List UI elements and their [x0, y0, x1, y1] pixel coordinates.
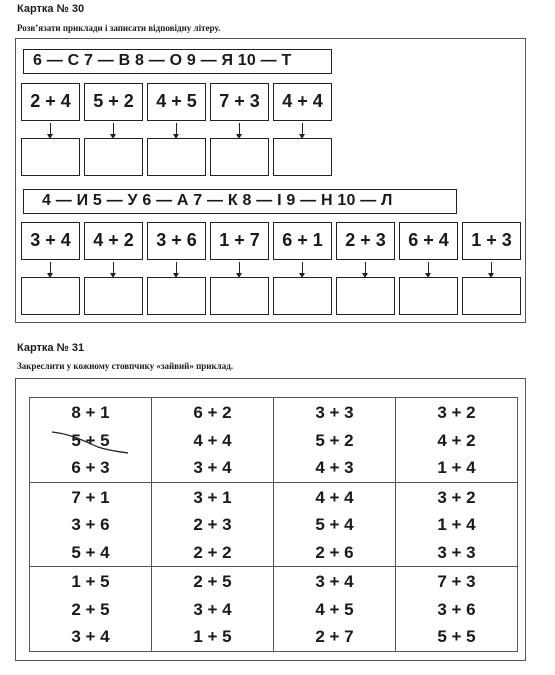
arrow-down-icon	[239, 262, 240, 274]
example-line[interactable]: 2 + 3	[193, 515, 232, 534]
table-row	[30, 398, 518, 483]
example-box: 3 + 6	[147, 222, 206, 260]
example-box: 5 + 2	[84, 83, 143, 121]
answer-box[interactable]	[210, 138, 269, 176]
letter-key-2: 4 — И 5 — У 6 — А 7 — К 8 — І 9 — Н 10 — Л	[23, 189, 457, 214]
example-line[interactable]: 5 + 5	[437, 627, 476, 646]
arrow-down-icon	[428, 262, 429, 274]
example-box: 6 + 1	[273, 222, 332, 260]
example-line[interactable]: 1 + 5	[71, 572, 110, 591]
card-30-task: Розв’язати приклади і записати відповідну літеру.	[17, 23, 221, 33]
table-cell	[396, 567, 518, 652]
table-cell	[396, 398, 518, 483]
example-line[interactable]: 7 + 1	[71, 487, 110, 507]
example-line[interactable]: 3 + 4	[71, 627, 110, 646]
table-cell	[152, 398, 274, 483]
example-line[interactable]: 2 + 6	[315, 542, 354, 562]
example-line[interactable]: 7 + 3	[437, 572, 476, 591]
table-cell	[274, 482, 396, 567]
answer-box[interactable]	[84, 277, 143, 315]
strike-through-mark	[50, 427, 130, 455]
arrow-down-icon	[113, 262, 114, 274]
examples-table	[29, 397, 518, 652]
example-line[interactable]: 2 + 7	[315, 627, 354, 646]
example-line[interactable]: 4 + 3	[315, 458, 354, 477]
answer-box[interactable]	[147, 138, 206, 176]
answer-box[interactable]	[462, 277, 521, 315]
arrow-down-icon	[365, 262, 366, 274]
example-line[interactable]: 3 + 4	[193, 599, 232, 619]
example-line[interactable]: 2 + 5	[193, 572, 232, 591]
example-line[interactable]: 1 + 4	[437, 458, 476, 477]
example-box: 1 + 3	[462, 222, 521, 260]
example-line[interactable]: 4 + 2	[437, 430, 476, 450]
table-cell	[152, 482, 274, 567]
example-line[interactable]: 3 + 2	[437, 403, 476, 422]
arrow-down-icon	[491, 262, 492, 274]
arrow-down-icon	[176, 262, 177, 274]
example-box: 7 + 3	[210, 83, 269, 121]
example-line[interactable]: 6 + 3	[71, 458, 110, 477]
card-30-title: Картка № 30	[17, 3, 85, 15]
answer-box[interactable]	[21, 277, 80, 315]
arrow-down-icon	[50, 123, 51, 135]
example-line[interactable]: 5 + 4	[71, 542, 110, 562]
example-line[interactable]: 1 + 5	[193, 627, 232, 646]
example-line[interactable]: 3 + 3	[315, 403, 354, 422]
example-box: 4 + 2	[84, 222, 143, 260]
answer-box[interactable]	[273, 277, 332, 315]
answer-box[interactable]	[210, 277, 269, 315]
example-line[interactable]: 5 + 2	[315, 430, 354, 450]
example-line[interactable]: 3 + 4	[193, 458, 232, 477]
arrow-down-icon	[113, 123, 114, 135]
example-line[interactable]: 4 + 4	[193, 430, 232, 450]
example-line[interactable]: 5 + 4	[315, 515, 354, 534]
example-box: 2 + 3	[336, 222, 395, 260]
example-line[interactable]: 3 + 4	[315, 572, 354, 591]
answer-box[interactable]	[273, 138, 332, 176]
arrow-down-icon	[302, 123, 303, 135]
example-line[interactable]: 4 + 5	[315, 599, 354, 619]
example-line[interactable]: 3 + 3	[437, 542, 476, 562]
example-box: 4 + 5	[147, 83, 206, 121]
arrow-down-icon	[50, 262, 51, 274]
example-line[interactable]: 3 + 2	[437, 487, 476, 507]
table-cell	[152, 567, 274, 652]
example-line-crossed[interactable]	[30, 427, 151, 455]
example-line[interactable]: 3 + 6	[71, 515, 110, 534]
table-cell	[30, 482, 152, 567]
example-box: 1 + 7	[210, 222, 269, 260]
table-cell	[274, 567, 396, 652]
answer-box[interactable]	[21, 138, 80, 176]
example-box: 6 + 4	[399, 222, 458, 260]
answer-box[interactable]	[147, 277, 206, 315]
answer-box[interactable]	[84, 138, 143, 176]
example-line[interactable]: 2 + 5	[71, 599, 110, 619]
example-box: 4 + 4	[273, 83, 332, 121]
example-line[interactable]: 6 + 2	[193, 403, 232, 422]
example-line[interactable]: 2 + 2	[193, 542, 232, 562]
table-cell	[274, 398, 396, 483]
example-line[interactable]: 3 + 6	[437, 599, 476, 619]
example-box: 3 + 4	[21, 222, 80, 260]
table-cell	[396, 482, 518, 567]
table-cell	[30, 567, 152, 652]
example-box: 2 + 4	[21, 83, 80, 121]
example-text: 5 + 5	[71, 430, 110, 450]
answer-box[interactable]	[399, 277, 458, 315]
card-31-task: Закреслити у кожному стовпчику «зайвий» приклад.	[17, 361, 234, 371]
table-row	[30, 482, 518, 567]
example-line[interactable]: 1 + 4	[437, 515, 476, 534]
example-line[interactable]: 8 + 1	[71, 403, 110, 422]
example-line[interactable]: 4 + 4	[315, 487, 354, 507]
arrow-down-icon	[302, 262, 303, 274]
arrow-down-icon	[239, 123, 240, 135]
arrow-down-icon	[176, 123, 177, 135]
card-31-title: Картка № 31	[17, 342, 85, 354]
example-line[interactable]: 3 + 1	[193, 487, 232, 507]
answer-box[interactable]	[336, 277, 395, 315]
table-cell	[30, 398, 152, 483]
letter-key-1: 6 — С 7 — В 8 — О 9 — Я 10 — Т	[23, 49, 332, 74]
table-row	[30, 567, 518, 652]
